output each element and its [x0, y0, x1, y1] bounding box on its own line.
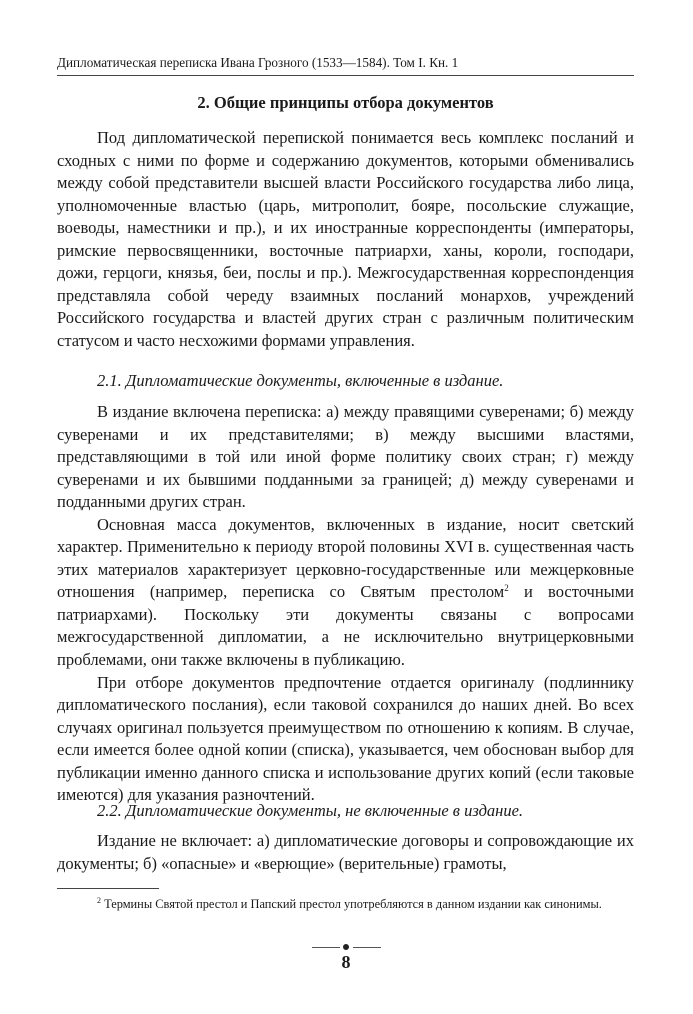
- footnote-rule: [57, 888, 159, 889]
- intro-paragraph: Под дипломатической перепиской понимается весь комплекс посланий и сходных с ними по форме и содержанию документов, которыми обменивались между собой представители высшей власти Российского государства либо лица, уполномоченные властью (царь, митрополит, бояре, посольские служащие, воеводы, наместники и пр.), и их иностранные корреспонденты (императоры, римские первосвященники, восточные патриархи, ханы, короли, господари, дожи, герцоги, князья, беи, послы и пр.). Межгосударственная корреспонденция представляла собой череду взаимных посланий монархов, учреждений Российского государства и властей других стран с различным политическим статусом и часто несхожими формами управления.: [57, 128, 634, 350]
- footnote-text: Термины Святой престол и Папский престол употребляются в данном издании как синонимы.: [104, 897, 602, 911]
- page-number-rule-right: [353, 947, 381, 948]
- subsection-1-title: 2.1. Дипломатические документы, включенные в издание.: [97, 371, 504, 390]
- running-header: Дипломатическая переписка Ивана Грозного (1533—1584). Том I. Кн. 1: [57, 55, 459, 70]
- footnote-number: 2: [97, 896, 101, 905]
- footnote-reference: 2: [504, 583, 509, 594]
- subsection-2-title: 2.2. Дипломатические документы, не включенные в издание.: [97, 801, 524, 820]
- subsection-1-paragraph-2: [57, 514, 634, 672]
- subsection-1-paragraph-3: При отборе документов предпочтение отдается оригиналу (подлиннику дипломатического послания), если таковой сохранился до наших дней. Во всех случаях оригинал пользуется преимуществом по отношению к копиям. В случае, если имеется более одной копии (списка), указывается, чем обоснован выбор для публикации именно данного списка и использование других копий (если таковые имеются) для указания разночтений.: [57, 672, 634, 805]
- subsection-2-paragraph-1: Издание не включает: а) дипломатические договоры и сопровождающие их документы; б) «опасные» и «верющие» (верительные) грамоты,: [57, 831, 634, 873]
- paragraph-2-text-before-note: Основная масса документов, включенных в издание, носит светский характер. Применительно к периоду второй половины XVI в. существенная часть этих материалов характеризует церковно-государственные или межцерковные отношения (например, переписка со Святым престолом: [57, 514, 634, 602]
- page-number-rule-left: [312, 947, 340, 948]
- subsection-1-text: [57, 401, 634, 807]
- footnote-paragraph: [57, 895, 634, 913]
- subsection-2-text: [57, 830, 634, 875]
- page-number: 8: [341, 952, 351, 972]
- intro-text: [57, 127, 634, 352]
- header-rule: [57, 75, 634, 76]
- subsection-1-paragraph-1: В издание включена переписка: а) между правящими суверенами; б) между суверенами и их представителями; в) между высшими властями, представляющими в той или иной форме политику своих стран; г) между суверенами и их бывшими подданными за границей; д) между суверенами и подданными других стран.: [57, 402, 634, 512]
- paragraph-2-text-after-note: и восточными патриархами). Поскольку эти документы связаны с вопросами межгосударственной дипломатии, а не исключительно внутрицерковными проблемами, они также включены в публикацию.: [57, 582, 635, 670]
- section-title: 2. Общие принципы отбора документов: [197, 93, 494, 112]
- footnote: [57, 895, 634, 913]
